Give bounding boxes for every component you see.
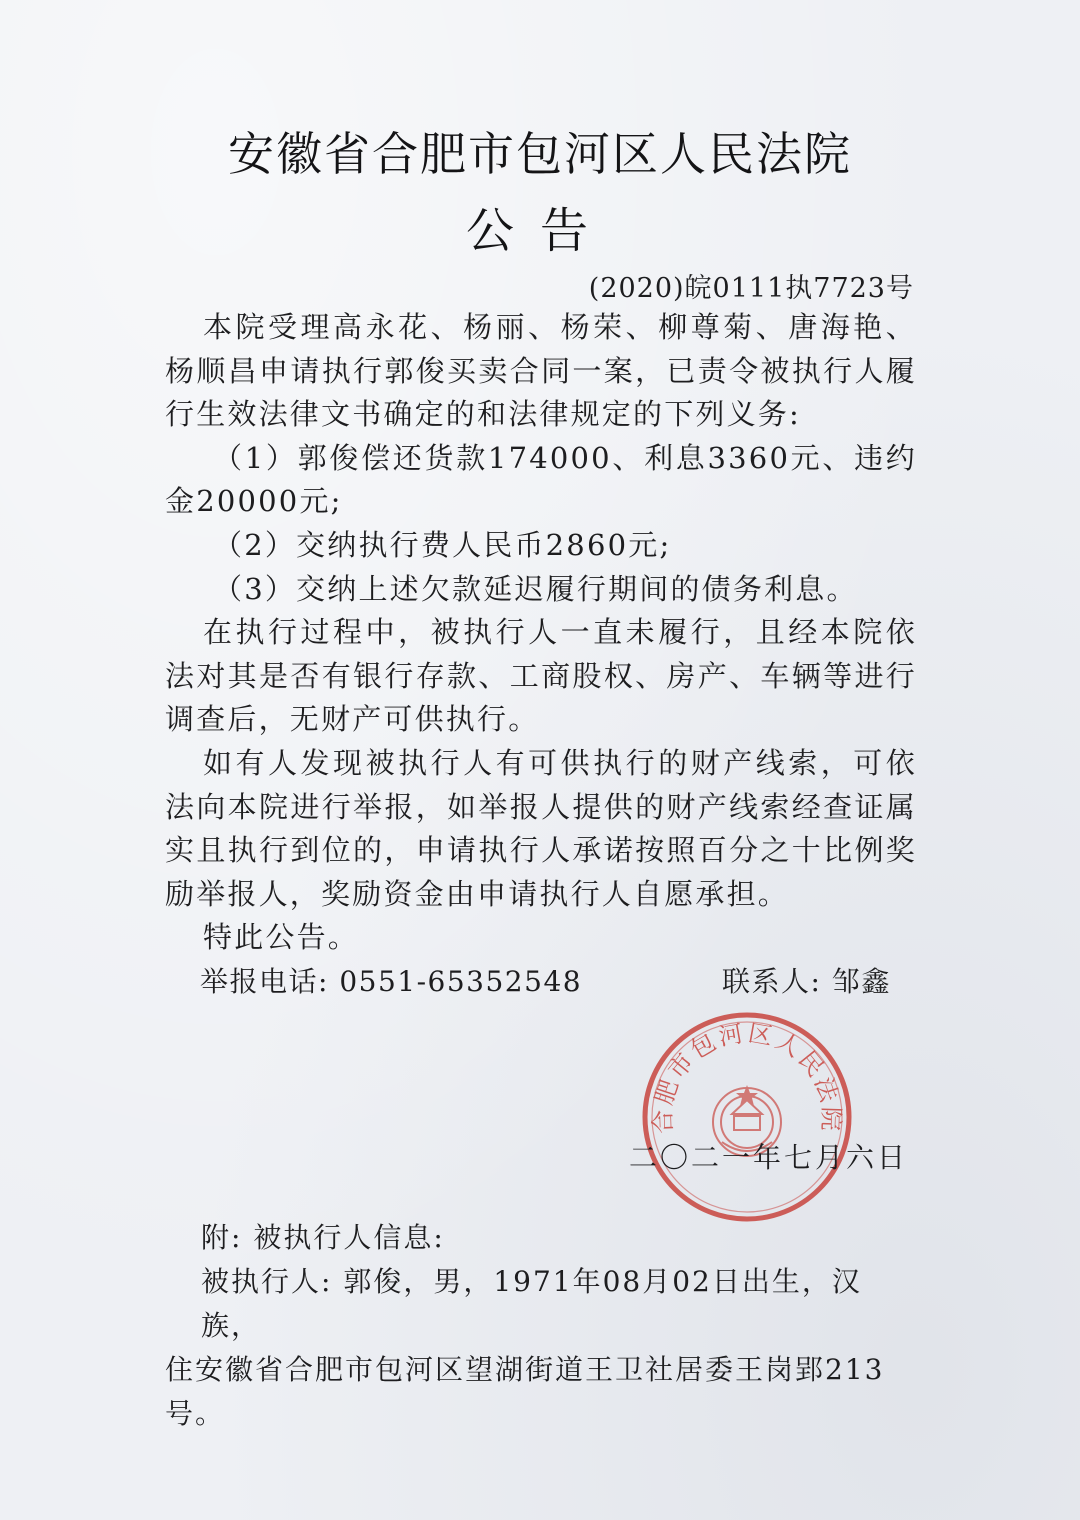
case-number: (2020)皖0111执7723号 [588,273,914,304]
obligation-item-3: （3）交纳上述欠款延迟履行期间的债务利息。 [213,571,858,606]
intro-paragraph: 本院受理高永花、杨丽、杨荣、柳尊菊、唐海艳、杨顺昌申请执行郭俊买卖合同一案，已责令被执行人履行生效法律文书确定的和法律规定的下列义务: [165,310,917,432]
report-hotline: 举报电话: 0551-65352548 [200,965,583,998]
closing-line: 特此公告。 [203,920,360,955]
obligation-item-2: （2）交纳执行费人民币2860元; [213,527,672,562]
court-seal-icon [640,1010,854,1224]
contact-person: 联系人: 邹鑫 [722,965,891,998]
issue-date: 二〇二一年七月六日 [628,1141,908,1174]
court-name: 安徽省合肥市包河区人民法院 [228,127,852,181]
document-type: 公告 [465,203,614,259]
appendix [165,1216,917,1436]
execution-paragraph: 在执行过程中，被执行人一直未履行，且经本院依法对其是否有银行存款、工商股权、房产、车辆等进行调查后，无财产可供执行。 [165,615,917,737]
notice-body [165,306,917,960]
reward-paragraph: 如有人发现被执行人有可供执行的财产线索，可依法向本院进行举报，如举报人提供的财产线索经查证属实且执行到位的，申请执行人承诺按照百分之十比例奖励举报人，奖励资金由申请执行人自愿承担。 [165,745,917,911]
appendix-line-2: 住安徽省合肥市包河区望湖街道王卫社居委王岗郢213号。 [165,1353,885,1430]
appendix-heading: 附: 被执行人信息: [201,1221,445,1254]
obligation-item-1: （1）郭俊偿还货款174000、利息3360元、违约金20000元; [165,440,917,519]
seal-text: 合肥市包河区人民法院 [648,1018,846,1135]
appendix-line-1: 被执行人: 郭俊，男，1971年08月02日出生，汉族， [201,1265,862,1342]
contact-row [200,960,900,1000]
